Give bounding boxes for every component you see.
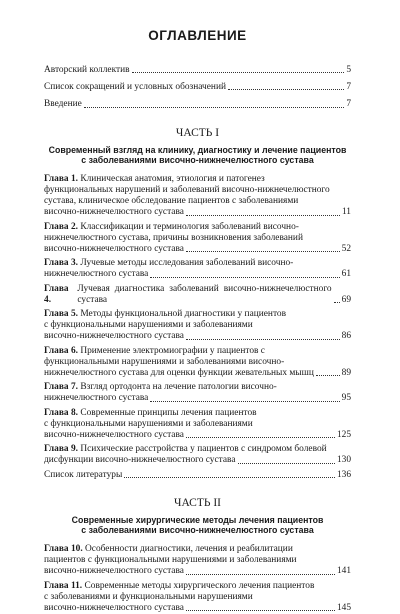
page-number: 86 [341, 331, 351, 342]
page-number: 125 [336, 430, 351, 441]
page-number: 61 [341, 269, 351, 280]
chapter-text: Лучевая диагностика заболеваний височно-нижнечелюстного сустава [77, 283, 332, 305]
toc-entry[interactable] [44, 82, 351, 93]
chapter-text-line [44, 444, 351, 455]
dot-leader [186, 574, 335, 575]
dot-leader [186, 437, 335, 438]
part2-chapter-list [44, 544, 351, 614]
toc-chapter-entry[interactable] [44, 309, 351, 343]
chapter-last-line [44, 269, 351, 280]
chapter-text: Взгляд ортодонта на лечение патологии височно- [80, 382, 277, 393]
chapter-text: пациентов с функциональными нарушениями и заболеваниями [44, 555, 297, 566]
chapter-last-line [44, 244, 351, 255]
chapter-text-line [44, 581, 351, 592]
toc-chapter-entry[interactable] [44, 346, 351, 380]
toc-entry-text: Авторский коллектив [44, 65, 130, 75]
chapter-label: Глава 8. [44, 407, 78, 418]
chapter-text: Психические расстройства у пациентов с синдромом болевой [80, 444, 327, 455]
chapter-text: нижнечелюстного сустава для оценки функции жевательных мышц [44, 368, 314, 379]
page-number: 89 [341, 368, 351, 379]
chapter-label: Глава 7. [44, 382, 78, 393]
chapter-text-line [44, 196, 351, 207]
dot-leader [238, 463, 335, 464]
toc-chapter-entry[interactable] [44, 544, 351, 578]
toc-chapter-entry[interactable] [44, 222, 351, 256]
page-number: 141 [336, 566, 351, 577]
chapter-text-line [44, 233, 351, 244]
part1-subtitle-line1: Современный взгляд на клинику, диагностику и лечение пациентов [48, 144, 347, 155]
chapter-text-line [44, 382, 351, 393]
chapter-text: Применение электромиографии у пациентов с [80, 345, 265, 356]
chapter-text: Особенности диагностики, лечения и реабилитации [85, 544, 293, 555]
chapter-text-line [44, 357, 351, 368]
chapter-last-line [44, 368, 351, 379]
chapter-text-line [44, 419, 351, 430]
toc-chapter-entry[interactable] [44, 581, 351, 614]
part1-subtitle-line2: с заболеваниями височно-нижнечелюстного сустава [81, 155, 314, 166]
part1-title: ЧАСТЬ I [175, 126, 220, 139]
chapter-text: Современные методы хирургического лечения пациентов [84, 580, 315, 591]
chapter-label: Глава 5. [44, 309, 78, 320]
chapter-label: Глава 1. [44, 173, 78, 184]
chapter-text-line [44, 408, 351, 419]
toc-entry[interactable] [44, 470, 351, 481]
part1-chapter-list [44, 174, 351, 467]
toc-chapter-entry[interactable] [44, 408, 351, 442]
chapter-text: с заболеваниями и функциональными нарушениями [44, 591, 253, 602]
chapter-label: Глава 11. [44, 580, 83, 591]
toc-title: ОГЛАВЛЕНИЕ [148, 28, 247, 43]
chapter-last-line [44, 207, 351, 218]
dot-leader [186, 339, 340, 340]
chapter-last-line [44, 331, 351, 342]
toc-chapter-entry[interactable] [44, 444, 351, 466]
chapter-text: височно-нижнечелюстного сустава [44, 430, 184, 441]
dot-leader [186, 215, 340, 216]
chapter-text-line [44, 174, 351, 185]
chapter-label: Глава 6. [44, 345, 78, 356]
chapter-label: Глава 3. [44, 258, 78, 269]
chapter-last-line [44, 393, 351, 404]
toc-chapter-entry[interactable] [44, 258, 351, 280]
dot-leader [186, 251, 340, 252]
chapter-text: нижнечелюстного сустава, причины возникновения заболеваний [44, 232, 303, 243]
chapter-text: височно-нижнечелюстного сустава [44, 331, 184, 342]
dot-leader [334, 302, 340, 303]
chapter-text: Методы функциональной диагностики у пациентов [80, 309, 287, 320]
chapter-text-line [44, 592, 351, 603]
dot-leader [316, 375, 340, 376]
dot-leader [186, 610, 335, 611]
toc-chapter-entry[interactable] [44, 284, 351, 306]
chapter-label: Глава 2. [44, 221, 78, 232]
dot-leader [228, 89, 344, 90]
part2-subtitle-line1: Современные хирургические методы лечения пациентов [71, 514, 324, 525]
chapter-label: Глава 10. [44, 544, 83, 555]
page-number: 145 [336, 603, 351, 614]
chapter-last-line [44, 566, 351, 577]
chapter-text: функциональных нарушений и заболеваний височно-нижнечелюстного [44, 185, 330, 195]
chapter-text: височно-нижнечелюстного сустава [44, 207, 184, 218]
chapter-text-line [44, 185, 351, 196]
chapter-label: Глава 9. [44, 444, 78, 455]
chapter-text: нижнечелюстного сустава [44, 393, 149, 404]
dot-leader [84, 107, 345, 108]
chapter-last-line [44, 603, 351, 614]
toc-entry-text: Введение [44, 99, 82, 110]
toc-entry-text: Список сокращений и условных обозначений [44, 82, 226, 93]
chapter-text: Классификации и терминология заболеваний височно- [80, 221, 299, 232]
part1-literature [44, 470, 351, 481]
chapter-text-line [44, 222, 351, 233]
toc-chapter-entry[interactable] [44, 174, 351, 219]
page-number: 136 [336, 469, 351, 480]
chapter-text-line [44, 346, 351, 357]
dot-leader [150, 401, 339, 402]
chapter-last-line [44, 455, 351, 466]
chapter-text: височно-нижнечелюстного сустава [44, 244, 184, 255]
toc-entry[interactable] [44, 99, 351, 110]
part2-title: ЧАСТЬ II [173, 496, 222, 509]
front-matter [44, 65, 351, 111]
toc-chapter-entry[interactable] [44, 382, 351, 404]
toc-entry[interactable] [44, 65, 351, 76]
chapter-last-line [44, 430, 351, 441]
chapter-text: нижнечелюстного сустава [44, 269, 149, 280]
page-number: 5 [346, 65, 351, 75]
dot-leader [132, 72, 345, 73]
chapter-label: Глава 4. [44, 283, 69, 305]
chapter-text-line [44, 309, 351, 320]
chapter-text-line [44, 258, 351, 269]
chapter-text-line [44, 544, 351, 555]
chapter-text: функциональными нарушениями и заболеваниями височно- [44, 356, 285, 367]
page-number: 95 [341, 393, 351, 404]
chapter-text: височно-нижнечелюстного сустава [44, 566, 184, 577]
chapter-text: с функциональными нарушениями и заболеваниями [44, 418, 253, 429]
page-number: 7 [346, 82, 351, 93]
dot-leader [124, 477, 335, 478]
chapter-text-line [44, 555, 351, 566]
chapter-text: Лучевые методы исследования заболеваний височно- [80, 258, 294, 269]
page-number: 7 [346, 99, 351, 110]
toc-entry-text: Список литературы [44, 469, 123, 480]
page-number: 11 [341, 207, 351, 218]
chapter-text: с функциональными нарушениями и заболеваниями [44, 320, 253, 331]
part2-subtitle-line2: с заболеваниями височно-нижнечелюстного сустава [81, 525, 314, 536]
dot-leader [150, 277, 339, 278]
chapter-last-line [44, 284, 351, 306]
chapter-text: Современные принципы лечения пациентов [80, 407, 257, 418]
chapter-text-line [44, 320, 351, 331]
page-number: 52 [341, 244, 351, 255]
chapter-text: дисфункции височно-нижнечелюстного сустава [44, 455, 236, 466]
page-number: 69 [341, 294, 351, 305]
chapter-text: Клиническая анатомия, этиология и патогенез [80, 173, 265, 184]
part1-subtitle [44, 145, 351, 166]
chapter-text: сустава, клиническое обследование пациентов с заболеваниями [44, 196, 299, 207]
chapter-text: височно-нижнечелюстного сустава [44, 603, 184, 614]
page-number: 130 [336, 455, 351, 466]
